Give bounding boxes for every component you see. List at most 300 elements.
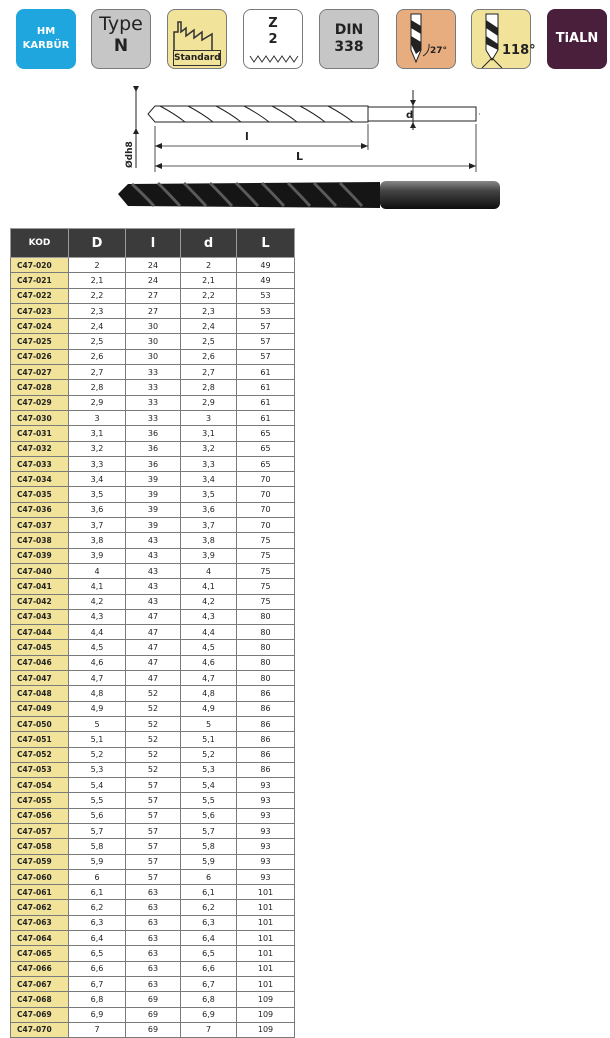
cell-d: 4,9 (181, 701, 237, 716)
helix-angle-badge (396, 9, 456, 69)
property-badges (0, 0, 610, 80)
table-row (11, 258, 295, 273)
cell-d: 2,5 (181, 334, 237, 349)
cell-D: 4,4 (69, 625, 126, 640)
table-row (11, 380, 295, 395)
cell-l: 24 (126, 273, 181, 288)
table-row (11, 594, 295, 609)
cell-l: 63 (126, 915, 181, 930)
cell-l: 47 (126, 655, 181, 670)
table-body (11, 258, 295, 1038)
cell-d: 6,5 (181, 946, 237, 961)
cell-l: 52 (126, 716, 181, 731)
cell-D: 3,9 (69, 548, 126, 563)
cell-code: C47-022 (11, 288, 69, 303)
cell-L: 101 (237, 885, 295, 900)
table-row (11, 686, 295, 701)
cell-d: 3 (181, 410, 237, 425)
col-header-kod: KOD (11, 229, 69, 258)
cell-l: 69 (126, 992, 181, 1007)
cell-d: 2,3 (181, 303, 237, 318)
cell-code: C47-041 (11, 579, 69, 594)
cell-D: 4,6 (69, 655, 126, 670)
cell-L: 70 (237, 502, 295, 517)
cell-code: C47-054 (11, 778, 69, 793)
cell-D: 3,1 (69, 426, 126, 441)
table-row (11, 349, 295, 364)
cell-l: 52 (126, 732, 181, 747)
cell-d: 2 (181, 258, 237, 273)
cell-D: 4,1 (69, 579, 126, 594)
cell-l: 39 (126, 487, 181, 502)
cell-D: 5,9 (69, 854, 126, 869)
cell-d: 4 (181, 563, 237, 578)
cell-L: 86 (237, 747, 295, 762)
cell-D: 3,7 (69, 518, 126, 533)
cell-l: 57 (126, 823, 181, 838)
coating-badge (547, 9, 607, 69)
cell-L: 93 (237, 808, 295, 823)
cell-l: 63 (126, 931, 181, 946)
table-row (11, 900, 295, 915)
cell-l: 47 (126, 609, 181, 624)
cell-L: 61 (237, 395, 295, 410)
cell-code: C47-053 (11, 762, 69, 777)
cell-L: 53 (237, 288, 295, 303)
cell-d: 5,2 (181, 747, 237, 762)
cell-L: 101 (237, 931, 295, 946)
cell-L: 86 (237, 732, 295, 747)
cell-D: 4,3 (69, 609, 126, 624)
cell-L: 101 (237, 961, 295, 976)
cell-d: 2,6 (181, 349, 237, 364)
table-row (11, 548, 295, 563)
cell-code: C47-051 (11, 732, 69, 747)
cell-d: 2,7 (181, 365, 237, 380)
table-row (11, 992, 295, 1007)
cell-l: 43 (126, 533, 181, 548)
cell-d: 7 (181, 1022, 237, 1037)
cell-code: C47-036 (11, 502, 69, 517)
cell-d: 2,9 (181, 395, 237, 410)
cell-L: 86 (237, 701, 295, 716)
hm-label: HM (36, 26, 56, 37)
cell-l: 36 (126, 441, 181, 456)
table-row (11, 823, 295, 838)
cell-d: 5 (181, 716, 237, 731)
cell-code: C47-068 (11, 992, 69, 1007)
cell-d: 4,7 (181, 671, 237, 686)
cell-L: 93 (237, 778, 295, 793)
cell-L: 101 (237, 946, 295, 961)
cell-code: C47-025 (11, 334, 69, 349)
karbur-label: KARBÜR (22, 40, 70, 51)
cell-code: C47-026 (11, 349, 69, 364)
drill-spec-table (10, 228, 295, 1038)
cell-L: 80 (237, 671, 295, 686)
cell-L: 61 (237, 410, 295, 425)
cell-l: 52 (126, 747, 181, 762)
cell-l: 63 (126, 885, 181, 900)
din-label: DIN (334, 22, 364, 38)
table-row (11, 931, 295, 946)
cell-L: 75 (237, 579, 295, 594)
cell-code: C47-063 (11, 915, 69, 930)
cell-l: 63 (126, 961, 181, 976)
cell-L: 57 (237, 334, 295, 349)
col-header-l: l (126, 229, 181, 258)
table-row (11, 502, 295, 517)
coating-label: TiALN (555, 31, 599, 46)
cell-d: 4,6 (181, 655, 237, 670)
cell-d: 6,1 (181, 885, 237, 900)
cell-code: C47-050 (11, 716, 69, 731)
cell-l: 27 (126, 303, 181, 318)
point-angle-badge (471, 9, 536, 69)
cell-L: 93 (237, 793, 295, 808)
cell-code: C47-040 (11, 563, 69, 578)
cell-l: 33 (126, 395, 181, 410)
cell-d: 6,4 (181, 931, 237, 946)
cell-l: 57 (126, 869, 181, 884)
cell-l: 52 (126, 701, 181, 716)
cell-D: 6,1 (69, 885, 126, 900)
cell-L: 101 (237, 915, 295, 930)
cell-L: 93 (237, 869, 295, 884)
cell-D: 6,4 (69, 931, 126, 946)
cell-l: 52 (126, 686, 181, 701)
cell-D: 7 (69, 1022, 126, 1037)
cell-L: 57 (237, 319, 295, 334)
table-row (11, 1007, 295, 1022)
cell-d: 5,5 (181, 793, 237, 808)
standard-badge (167, 9, 227, 69)
cell-D: 4,2 (69, 594, 126, 609)
cell-code: C47-064 (11, 931, 69, 946)
cell-D: 6 (69, 869, 126, 884)
type-value: N (113, 36, 129, 56)
cell-D: 3,6 (69, 502, 126, 517)
table-row (11, 441, 295, 456)
cell-l: 43 (126, 563, 181, 578)
cell-D: 6,2 (69, 900, 126, 915)
table-row (11, 778, 295, 793)
table-row (11, 426, 295, 441)
din-badge (319, 9, 379, 69)
cell-d: 2,8 (181, 380, 237, 395)
cell-D: 2,4 (69, 319, 126, 334)
table-row (11, 655, 295, 670)
cell-L: 65 (237, 426, 295, 441)
cell-l: 57 (126, 808, 181, 823)
cell-l: 57 (126, 778, 181, 793)
cell-D: 6,8 (69, 992, 126, 1007)
cell-l: 52 (126, 762, 181, 777)
cell-D: 5,5 (69, 793, 126, 808)
cell-D: 3,4 (69, 472, 126, 487)
cell-d: 4,2 (181, 594, 237, 609)
table-row (11, 946, 295, 961)
cell-l: 57 (126, 793, 181, 808)
table-row (11, 808, 295, 823)
table-row (11, 456, 295, 471)
type-label: Type (99, 13, 143, 35)
cell-d: 4,4 (181, 625, 237, 640)
cell-D: 6,9 (69, 1007, 126, 1022)
cell-d: 5,8 (181, 839, 237, 854)
cell-l: 63 (126, 946, 181, 961)
cell-code: C47-059 (11, 854, 69, 869)
cell-L: 86 (237, 686, 295, 701)
cell-l: 57 (126, 839, 181, 854)
cell-d: 5,6 (181, 808, 237, 823)
cell-code: C47-067 (11, 976, 69, 991)
cell-d: 6,7 (181, 976, 237, 991)
cell-L: 61 (237, 380, 295, 395)
cell-code: C47-039 (11, 548, 69, 563)
cell-code: C47-055 (11, 793, 69, 808)
cell-d: 6 (181, 869, 237, 884)
cell-l: 47 (126, 640, 181, 655)
cell-L: 80 (237, 625, 295, 640)
table-row (11, 410, 295, 425)
cell-D: 6,7 (69, 976, 126, 991)
cell-L: 49 (237, 273, 295, 288)
table-row (11, 976, 295, 991)
cell-l: 33 (126, 410, 181, 425)
cell-L: 93 (237, 839, 295, 854)
cell-code: C47-032 (11, 441, 69, 456)
cell-code: C47-069 (11, 1007, 69, 1022)
col-header-d: d (181, 229, 237, 258)
table-row (11, 839, 295, 854)
point-angle-value: 118° (502, 43, 536, 58)
hm-carbide-badge (16, 9, 76, 69)
cell-L: 101 (237, 976, 295, 991)
cell-l: 30 (126, 319, 181, 334)
cell-l: 63 (126, 976, 181, 991)
cell-D: 2,3 (69, 303, 126, 318)
col-header-D: D (69, 229, 126, 258)
cell-L: 109 (237, 1022, 295, 1037)
cell-code: C47-038 (11, 533, 69, 548)
cell-D: 6,3 (69, 915, 126, 930)
cell-code: C47-048 (11, 686, 69, 701)
cell-d: 6,8 (181, 992, 237, 1007)
cell-L: 75 (237, 594, 295, 609)
cell-D: 5,4 (69, 778, 126, 793)
cell-L: 101 (237, 900, 295, 915)
cell-L: 93 (237, 823, 295, 838)
cell-d: 6,2 (181, 900, 237, 915)
cell-d: 6,9 (181, 1007, 237, 1022)
z-value: 2 (268, 32, 278, 47)
cell-code: C47-043 (11, 609, 69, 624)
cell-D: 2,9 (69, 395, 126, 410)
cell-code: C47-037 (11, 518, 69, 533)
cell-d: 4,1 (181, 579, 237, 594)
table-row (11, 701, 295, 716)
cell-D: 3,5 (69, 487, 126, 502)
cell-L: 70 (237, 518, 295, 533)
cell-L: 80 (237, 655, 295, 670)
cell-l: 33 (126, 380, 181, 395)
shank-diameter-label: Ødh8 (125, 141, 135, 168)
cell-L: 86 (237, 716, 295, 731)
cell-l: 36 (126, 426, 181, 441)
table-row (11, 915, 295, 930)
cell-L: 70 (237, 487, 295, 502)
cell-L: 75 (237, 533, 295, 548)
table-row (11, 472, 295, 487)
cell-code: C47-042 (11, 594, 69, 609)
table-row (11, 732, 295, 747)
table-row (11, 793, 295, 808)
table-row (11, 671, 295, 686)
cell-d: 5,1 (181, 732, 237, 747)
cell-D: 3,3 (69, 456, 126, 471)
cell-code: C47-052 (11, 747, 69, 762)
table-row (11, 854, 295, 869)
cell-d: 3,9 (181, 548, 237, 563)
table-row (11, 288, 295, 303)
table-row (11, 961, 295, 976)
cell-L: 49 (237, 258, 295, 273)
cell-L: 80 (237, 609, 295, 624)
cell-d: 4,8 (181, 686, 237, 701)
din-value: 338 (334, 39, 364, 55)
cell-l: 39 (126, 472, 181, 487)
table-row (11, 487, 295, 502)
table-row (11, 334, 295, 349)
cell-D: 5,1 (69, 732, 126, 747)
cell-code: C47-057 (11, 823, 69, 838)
table-row (11, 395, 295, 410)
cell-l: 47 (126, 671, 181, 686)
cell-l: 43 (126, 548, 181, 563)
cell-code: C47-044 (11, 625, 69, 640)
cell-l: 57 (126, 854, 181, 869)
cell-code: C47-047 (11, 671, 69, 686)
l-dimension-label: l (245, 130, 249, 143)
cell-L: 93 (237, 854, 295, 869)
cell-D: 5,8 (69, 839, 126, 854)
cell-L: 75 (237, 548, 295, 563)
cell-D: 4,7 (69, 671, 126, 686)
cell-D: 4 (69, 563, 126, 578)
cell-d: 4,5 (181, 640, 237, 655)
cell-code: C47-062 (11, 900, 69, 915)
d-dimension-label: d (406, 110, 414, 121)
table-row (11, 518, 295, 533)
table-row (11, 640, 295, 655)
table-row (11, 747, 295, 762)
cell-L: 70 (237, 472, 295, 487)
cell-l: 30 (126, 334, 181, 349)
cell-l: 39 (126, 518, 181, 533)
cell-L: 75 (237, 563, 295, 578)
L-dimension-label: L (296, 150, 304, 163)
drill-technical-drawing (100, 82, 490, 174)
cell-code: C47-066 (11, 961, 69, 976)
cell-L: 61 (237, 365, 295, 380)
helix-angle-value: 27° (430, 46, 448, 56)
cell-D: 6,5 (69, 946, 126, 961)
table-row (11, 625, 295, 640)
table-row (11, 365, 295, 380)
cell-D: 4,8 (69, 686, 126, 701)
cell-l: 27 (126, 288, 181, 303)
cell-D: 4,5 (69, 640, 126, 655)
cell-D: 2,6 (69, 349, 126, 364)
cell-l: 43 (126, 594, 181, 609)
cell-d: 3,7 (181, 518, 237, 533)
cell-d: 6,6 (181, 961, 237, 976)
cell-d: 5,9 (181, 854, 237, 869)
cell-l: 47 (126, 625, 181, 640)
cell-code: C47-070 (11, 1022, 69, 1037)
cell-code: C47-045 (11, 640, 69, 655)
flutes-badge (243, 9, 303, 69)
cell-d: 5,3 (181, 762, 237, 777)
table-row (11, 563, 295, 578)
table-row (11, 579, 295, 594)
cell-d: 3,4 (181, 472, 237, 487)
cell-d: 3,1 (181, 426, 237, 441)
cell-D: 4,9 (69, 701, 126, 716)
cell-d: 3,3 (181, 456, 237, 471)
cell-code: C47-065 (11, 946, 69, 961)
cell-code: C47-035 (11, 487, 69, 502)
cell-code: C47-024 (11, 319, 69, 334)
cell-l: 63 (126, 900, 181, 915)
table-row (11, 319, 295, 334)
cell-code: C47-020 (11, 258, 69, 273)
cell-D: 2,1 (69, 273, 126, 288)
cell-d: 2,4 (181, 319, 237, 334)
cell-L: 80 (237, 640, 295, 655)
cell-l: 36 (126, 456, 181, 471)
cell-d: 5,4 (181, 778, 237, 793)
cell-code: C47-021 (11, 273, 69, 288)
cell-code: C47-030 (11, 410, 69, 425)
cell-L: 65 (237, 441, 295, 456)
cell-code: C47-033 (11, 456, 69, 471)
helix-drill-icon (397, 10, 457, 70)
cell-code: C47-028 (11, 380, 69, 395)
table-row (11, 533, 295, 548)
cell-L: 86 (237, 762, 295, 777)
cell-D: 2,7 (69, 365, 126, 380)
col-header-L: L (237, 229, 295, 258)
cell-D: 3,2 (69, 441, 126, 456)
table-row (11, 762, 295, 777)
cell-D: 2,5 (69, 334, 126, 349)
cell-d: 4,3 (181, 609, 237, 624)
cell-code: C47-023 (11, 303, 69, 318)
cell-d: 3,6 (181, 502, 237, 517)
table-row (11, 1022, 295, 1037)
cell-D: 3 (69, 410, 126, 425)
table-row (11, 609, 295, 624)
cell-d: 6,3 (181, 915, 237, 930)
cell-D: 6,6 (69, 961, 126, 976)
cell-code: C47-061 (11, 885, 69, 900)
cell-code: C47-027 (11, 365, 69, 380)
table-row (11, 716, 295, 731)
cell-code: C47-046 (11, 655, 69, 670)
standard-label: Standard (173, 50, 221, 66)
